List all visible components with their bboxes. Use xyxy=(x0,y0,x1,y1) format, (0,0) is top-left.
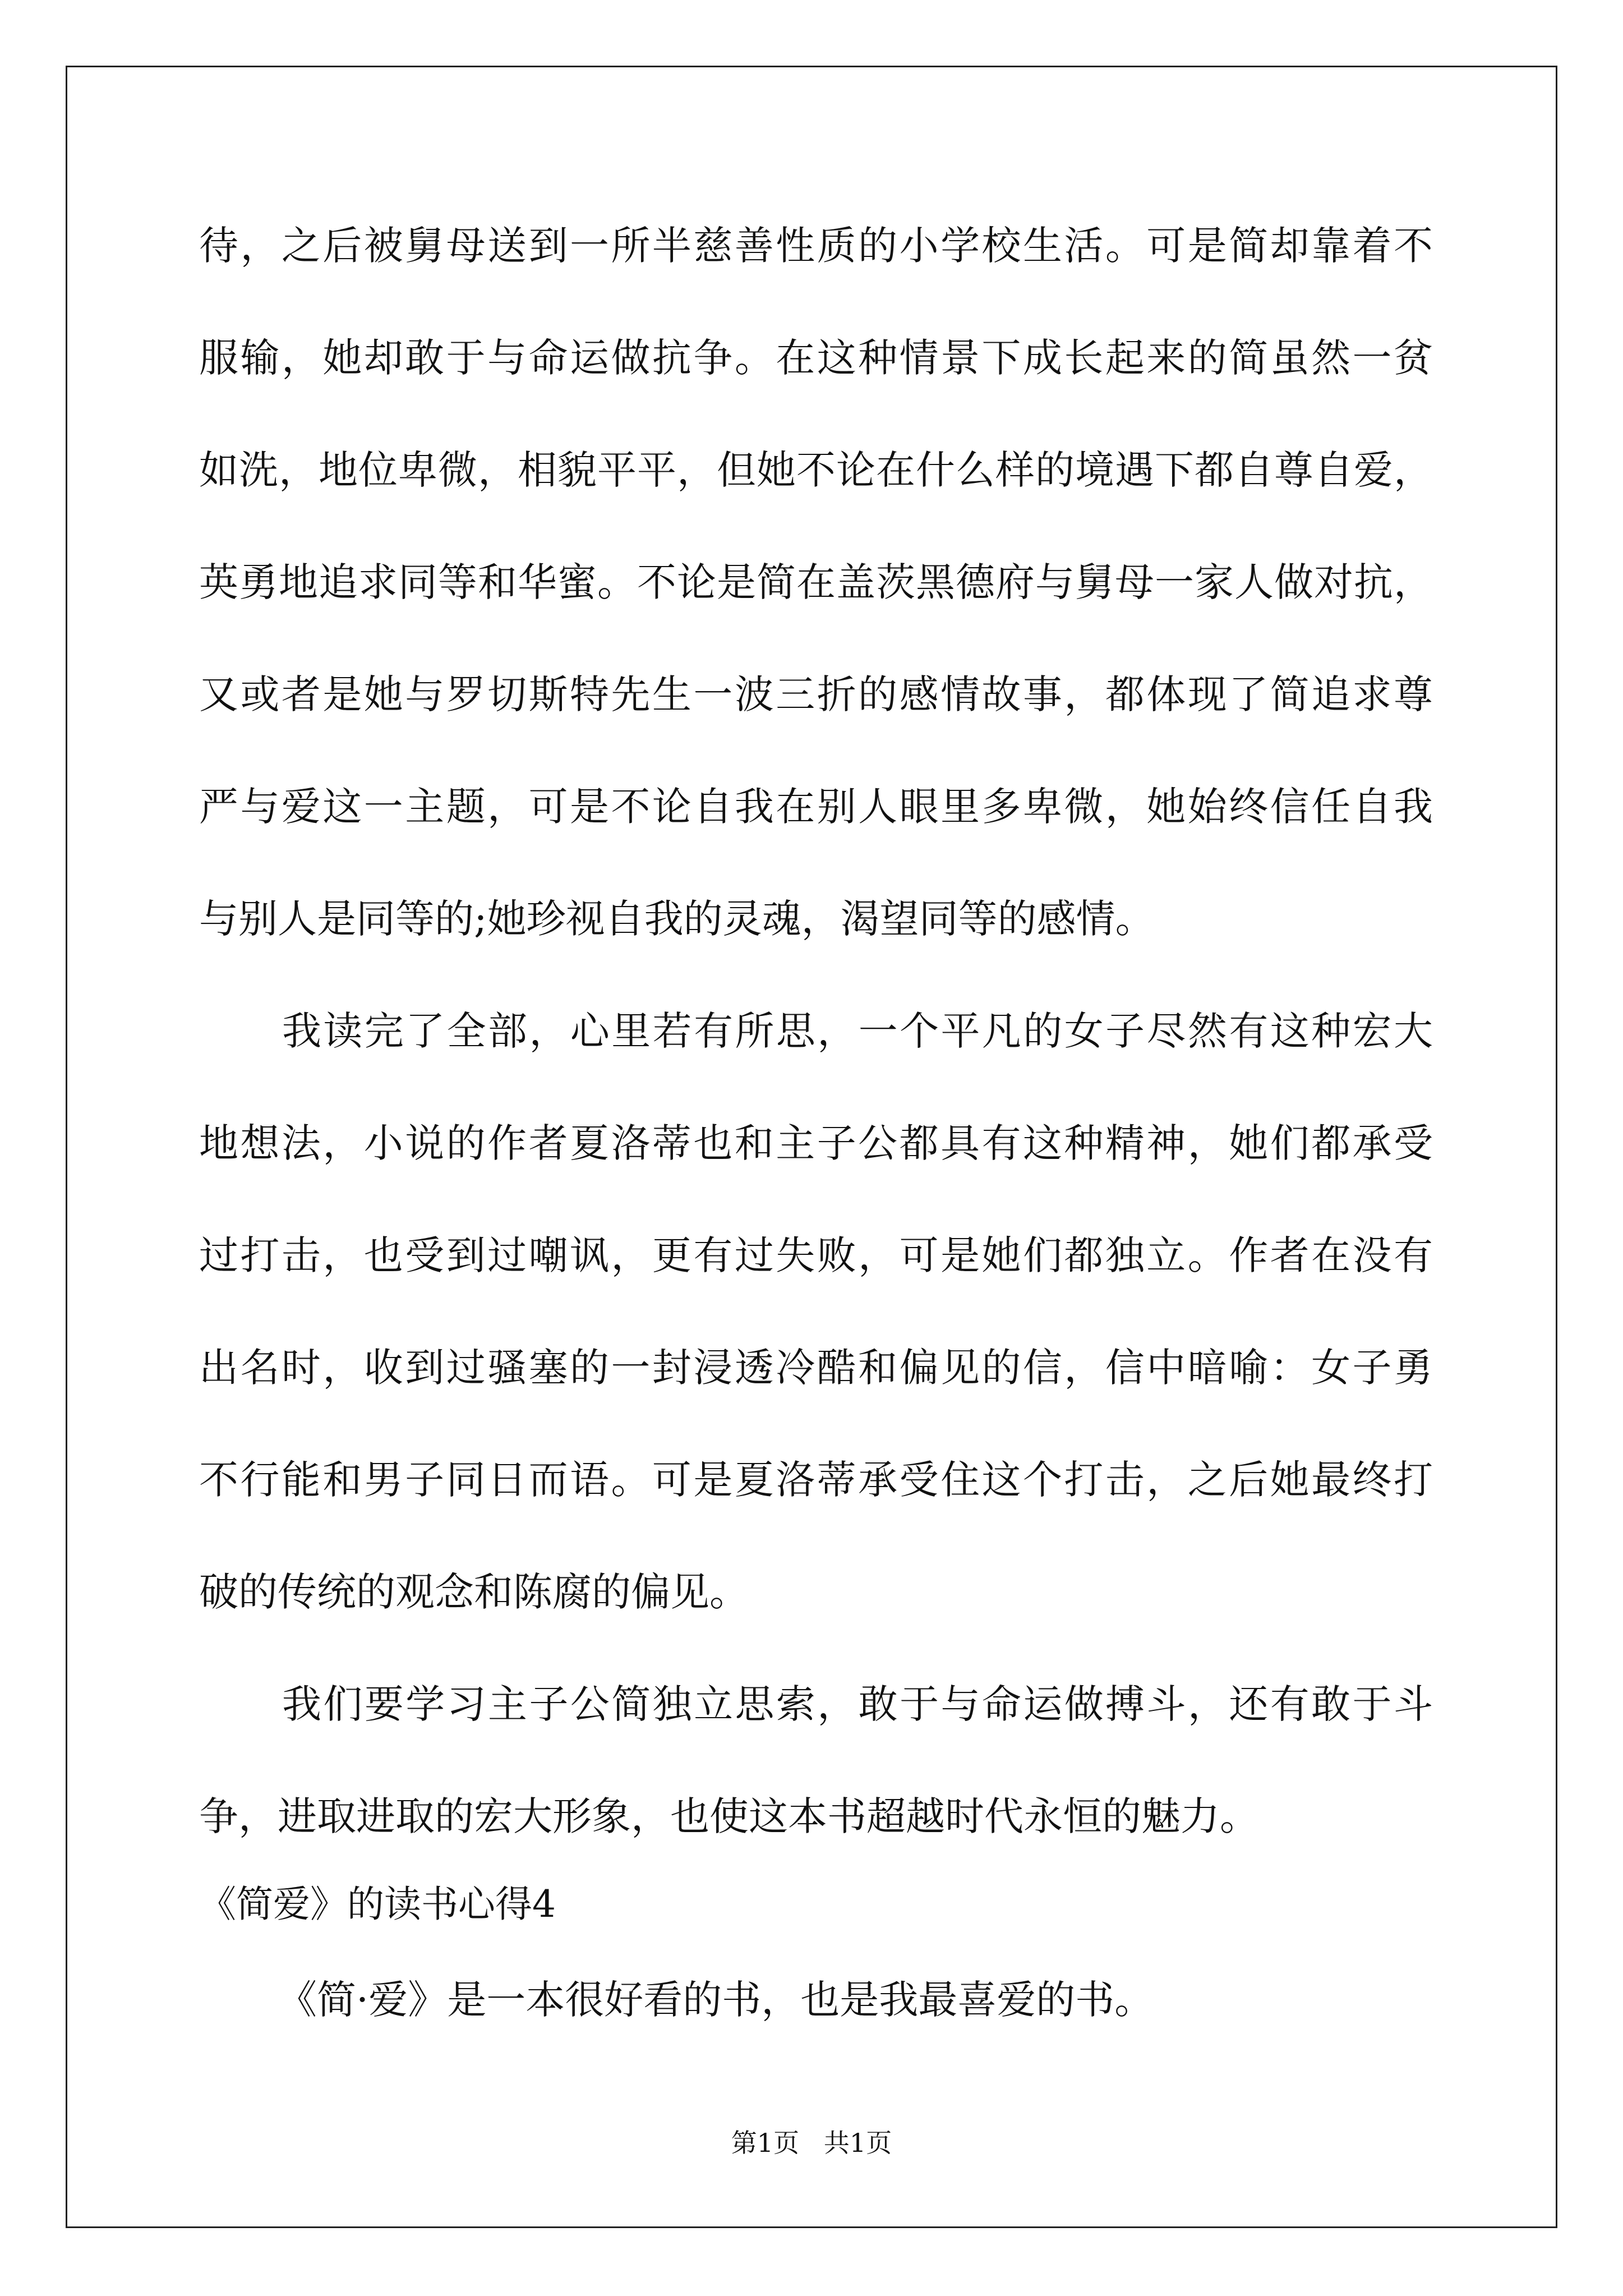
text-line: 与别人是同等的;她珍视自我的灵魂，渴望同等的感情。 xyxy=(199,896,1155,942)
paragraph-first-line: 《简·爱》是一本很好看的书，也是我最喜爱的书。 xyxy=(278,1977,1154,2023)
text-line: 破的传统的观念和陈腐的偏见。 xyxy=(199,1569,749,1615)
text-line: 出名时，收到过骚塞的一封浸透冷酷和偏见的信，信中暗喻：女子勇 xyxy=(199,1345,1433,1391)
text-line: 服输，她却敢于与命运做抗争。在这种情景下成长起来的简虽然一贫 xyxy=(199,335,1433,381)
paragraph-first-line: 我们要学习主子公简独立思索，敢于与命运做搏斗，还有敢于斗 xyxy=(282,1681,1433,1727)
text-line: 地想法，小说的作者夏洛蒂也和主子公都具有这种精神，她们都承受 xyxy=(199,1120,1433,1166)
text-line: 又或者是她与罗切斯特先生一波三折的感情故事，都体现了简追求尊 xyxy=(199,671,1433,717)
text-line: 不行能和男子同日而语。可是夏洛蒂承受住这个打击，之后她最终打 xyxy=(199,1457,1433,1503)
text-line: 英勇地追求同等和华蜜。不论是简在盖茨黑德府与舅母一家人做对抗， xyxy=(199,559,1433,605)
text-line: 严与爱这一主题，可是不论自我在别人眼里多卑微，她始终信任自我 xyxy=(199,784,1433,830)
text-line: 如洗，地位卑微，相貌平平，但她不论在什么样的境遇下都自尊自爱， xyxy=(199,447,1433,493)
text-line: 争，进取进取的宏大形象，也使这本书超越时代永恒的魅力。 xyxy=(199,1793,1259,1839)
text-line: 过打击，也受到过嘲讽，更有过失败，可是她们都独立。作者在没有 xyxy=(199,1232,1433,1278)
text-line: 待，之后被舅母送到一所半慈善性质的小学校生活。可是简却靠着不 xyxy=(199,223,1433,269)
paragraph-first-line: 我读完了全部，心里若有所思，一个平凡的女子尽然有这种宏大 xyxy=(282,1008,1433,1054)
page-footer: 第1页 共1页 xyxy=(731,2128,892,2158)
section-heading: 《简爱》的读书心得4 xyxy=(199,1883,556,1926)
